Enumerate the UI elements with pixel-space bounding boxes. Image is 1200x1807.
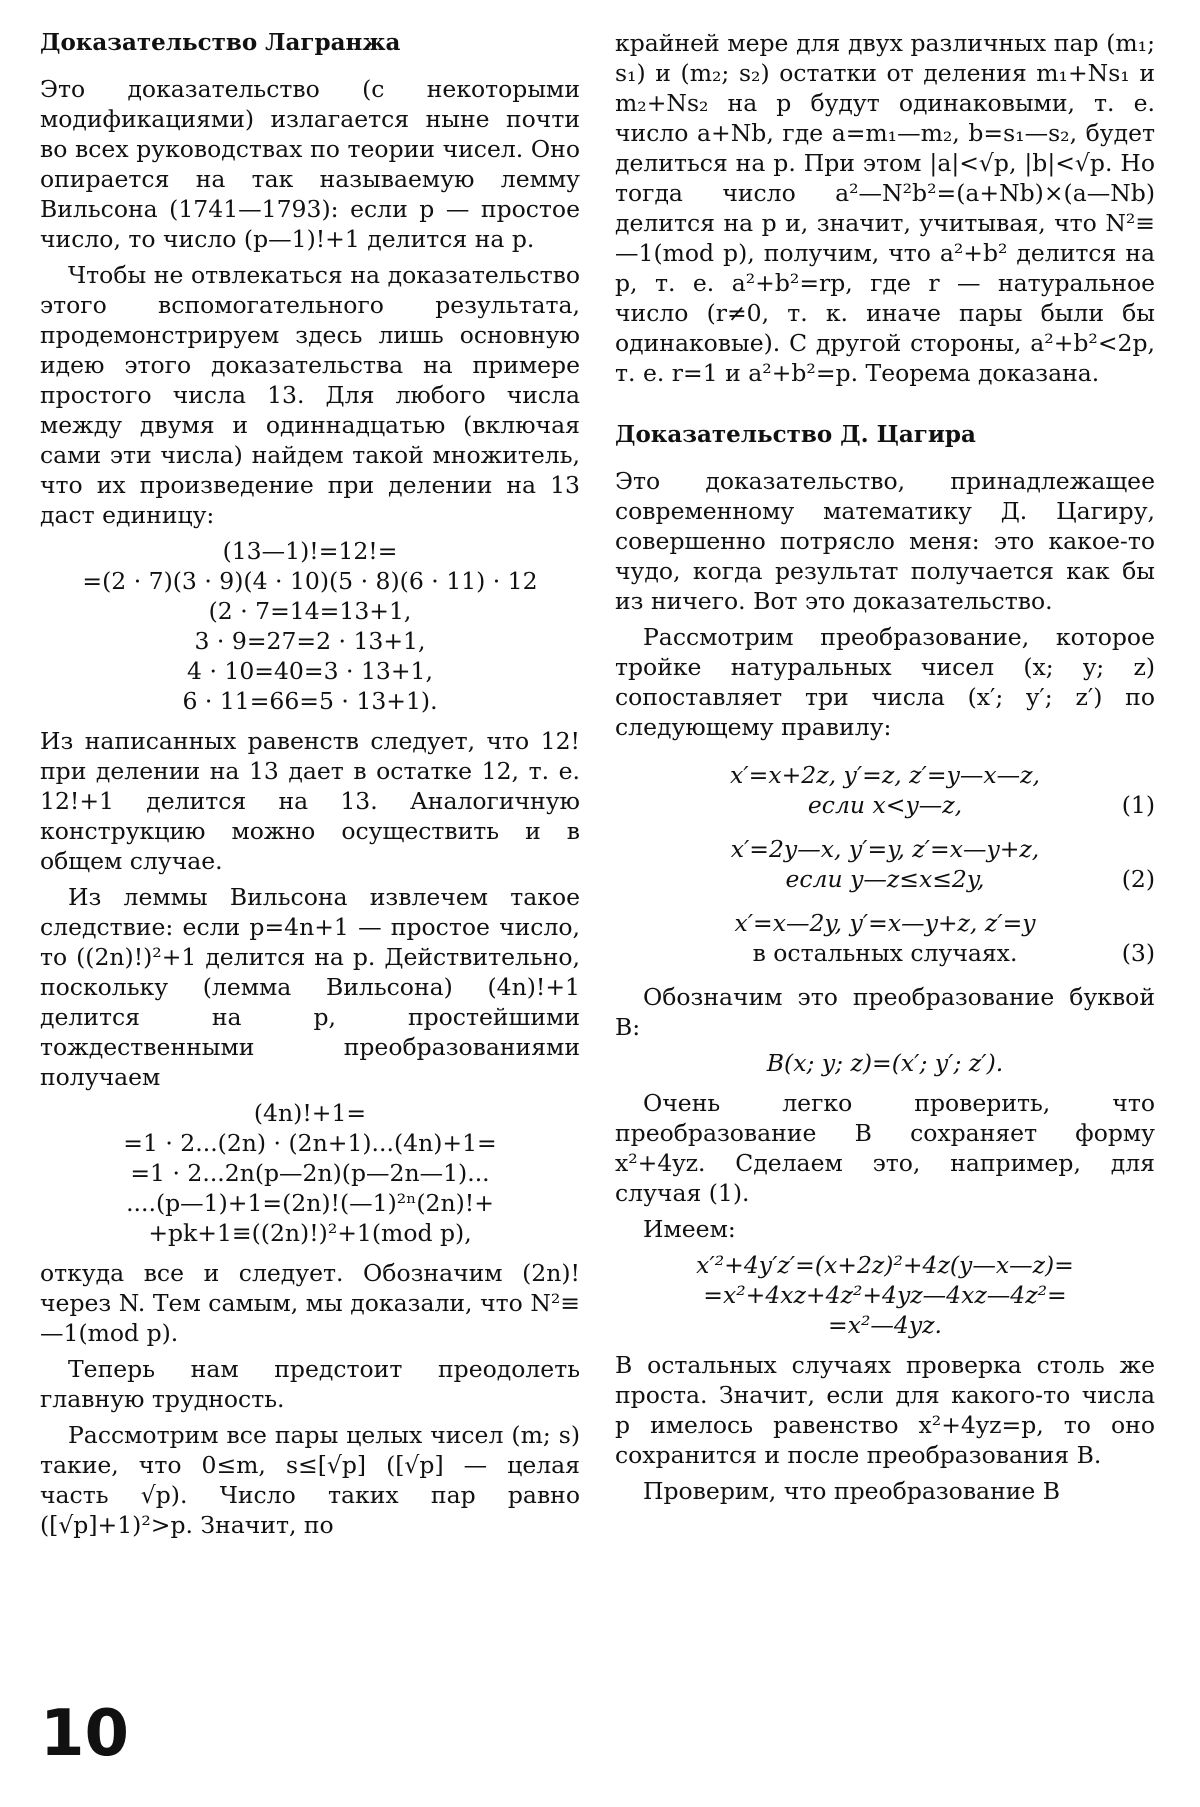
formula-line: x′=x—2y, y′=x—y+z, z′=y xyxy=(734,909,1036,937)
formula-line: 6 · 11=66=5 · 13+1). xyxy=(182,687,438,715)
left-column xyxy=(40,28,580,1546)
formula-line: (13—1)!=12!= xyxy=(222,537,398,565)
paragraph: В остальных случаях проверка столь же проста. Значит, если для какого-то числа p имелось равенство x²+4yz=p, то оно сохранится и после преобразования B. xyxy=(615,1351,1155,1469)
formula-line: x′=2y—x, y′=y, z′=x—y+z, xyxy=(730,835,1040,863)
paragraph: Это доказательство (с некоторыми модификациями) излагается ныне почти во всех руководствах по теории чисел. Оно опирается на так называемую лемму Вильсона (1741—1793): если p — простое число, то число (p—1)!+1 делится на p. xyxy=(40,75,580,253)
paragraph: Из леммы Вильсона извлечем такое следствие: если p=4n+1 — простое число, то ((2n)!)²+1 делится на p. Действительно, поскольку (лемма Вильсона) (4n)!+1 делится на p, простейшими тождественными преобразованиями получаем xyxy=(40,883,580,1091)
formula-line: =1 · 2...2n(p—2n)(p—2n—1)... xyxy=(130,1159,490,1187)
paragraph: Теперь нам предстоит преодолеть главную трудность. xyxy=(40,1355,580,1413)
formula-line: =x²—4yz. xyxy=(828,1311,942,1339)
paragraph: Очень легко проверить, что преобразование B сохраняет форму x²+4yz. Сделаем это, например, для случая (1). xyxy=(615,1089,1155,1207)
formula-line: ....(p—1)+1=(2n)!(—1)²ⁿ(2n)!+ xyxy=(126,1189,494,1217)
formula-factorial-13 xyxy=(40,536,580,716)
paragraph: откуда все и следует. Обозначим (2n)! через N. Тем самым, мы доказали, что N²≡—1(mod p). xyxy=(40,1259,580,1347)
formula-line: x′=x+2z, y′=z, z′=y—x—z, xyxy=(730,761,1040,789)
section-heading-lagrange: Доказательство Лагранжа xyxy=(40,29,401,56)
formula-line: x′²+4y′z′=(x+2z)²+4z(y—x—z)= xyxy=(696,1251,1074,1279)
formula-line-with-number xyxy=(615,790,1155,820)
transformation-rules xyxy=(615,760,1155,968)
paragraph: Из написанных равенств следует, что 12! при делении на 13 дает в остатке 12, т. е. 12!+1 делится на 13. Аналогичную конструкцию можно осуществить и в общем случае. xyxy=(40,727,580,875)
equation-number: (2) xyxy=(1121,865,1155,893)
paragraph: Чтобы не отвлекаться на доказательство этого вспомогательного результата, продемонстрируем здесь лишь основную идею этого доказательства на примере простого числа 13. Для любого числа между двумя и одиннадцатью (включая сами эти числа) найдем такой множитель, что их произведение при делении на 13 даст единицу: xyxy=(40,261,580,529)
formula-line-with-number xyxy=(615,938,1155,968)
formula-line: +pk+1≡((2n)!)²+1(mod p), xyxy=(148,1219,472,1247)
paragraph: Это доказательство, принадлежащее современному математику Д. Цагиру, совершенно потрясло меня: это какое-то чудо, когда результат получается как бы из ничего. Вот это доказательство. xyxy=(615,467,1155,615)
right-column xyxy=(615,28,1155,1512)
condition-text: если x<y—z, xyxy=(807,791,963,819)
formula-line: 4 · 10=40=3 · 13+1, xyxy=(187,657,433,685)
formula-line: =1 · 2...(2n) · (2n+1)...(4n)+1= xyxy=(123,1129,497,1157)
rule-3 xyxy=(615,908,1155,968)
rule-1 xyxy=(615,760,1155,820)
paragraph: Проверим, что преобразование B xyxy=(643,1477,1061,1505)
paragraph: Обозначим это преобразование буквой B: xyxy=(615,983,1155,1041)
paragraph: Рассмотрим все пары целых чисел (m; s) такие, что 0≤m, s≤[√p] ([√p] — целая часть √p). Число таких пар равно ([√p]+1)²>p. Значит, по xyxy=(40,1421,580,1539)
formula-4n-factorial xyxy=(40,1098,580,1248)
paragraph: крайней мере для двух различных пар (m₁; s₁) и (m₂; s₂) остатки от деления m₁+Ns₁ и m₂+Ns₂ на p будут одинаковыми, т. е. число a+Nb, где a=m₁—m₂, b=s₁—s₂, будет делиться на p. При этом |a|<√p, |b|<√p. Но тогда число a²—N²b²=(a+Nb)×(a—Nb) делится на p и, значит, учитывая, что N²≡—1(mod p), получим, что a²+b² делится на p, т. е. a²+b²=rp, где r — натуральное число (r≠0, т. к. иначе пары были бы одинаковые). С другой стороны, a²+b²<2p, т. е. r=1 и a²+b²=p. Теорема доказана. xyxy=(615,29,1155,387)
condition-text: в остальных случаях. xyxy=(752,939,1018,967)
formula-line: =(2 · 7)(3 · 9)(4 · 10)(5 · 8)(6 · 11) · 12 xyxy=(82,567,538,595)
section-heading-zagier: Доказательство Д. Цагира xyxy=(615,421,976,448)
formula-line: =x²+4xz+4z²+4yz—4xz—4z²= xyxy=(703,1281,1067,1309)
formula-line-with-number xyxy=(615,864,1155,894)
page-number: 10 xyxy=(40,1697,130,1771)
formula-form-check xyxy=(615,1250,1155,1340)
formula-line: (2 · 7=14=13+1, xyxy=(208,597,412,625)
equation-number: (1) xyxy=(1121,791,1155,819)
formula-line: (4n)!+1= xyxy=(253,1099,367,1127)
paragraph: Рассмотрим преобразование, которое тройке натуральных чисел (x; y; z) сопоставляет три числа (x′; y′; z′) по следующему правилу: xyxy=(615,623,1155,741)
formula-line: 3 · 9=27=2 · 13+1, xyxy=(194,627,426,655)
formula-b-definition: B(x; y; z)=(x′; y′; z′). xyxy=(766,1049,1004,1077)
rule-2 xyxy=(615,834,1155,894)
paragraph: Имеем: xyxy=(643,1215,736,1243)
condition-text: если y—z≤x≤2y, xyxy=(785,865,985,893)
equation-number: (3) xyxy=(1121,939,1155,967)
